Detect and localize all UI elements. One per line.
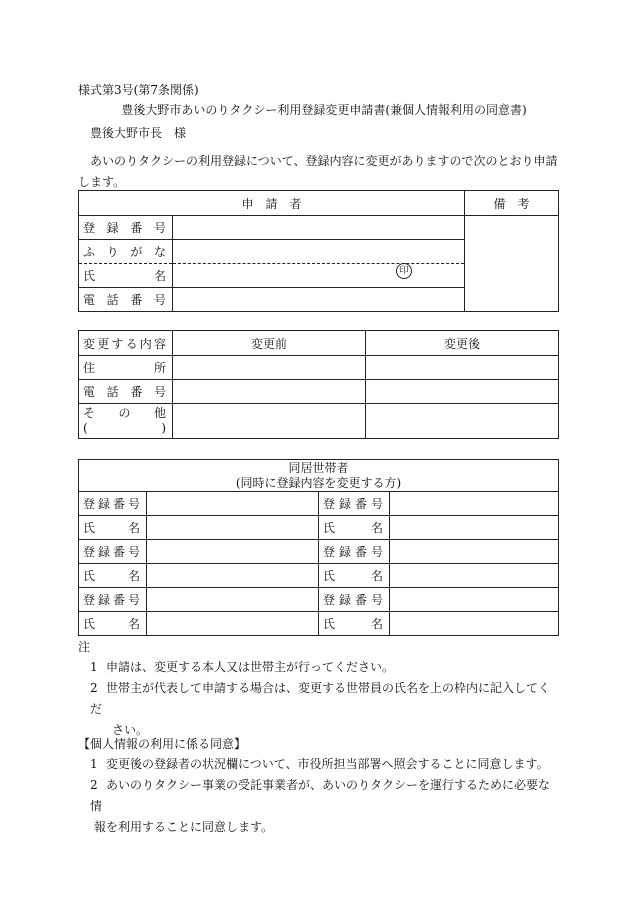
note-item-1: 1 申請は、変更する本人又は世帯主が行ってください。: [90, 660, 395, 674]
household-name-field[interactable]: [390, 564, 559, 588]
household-name-field[interactable]: [147, 516, 319, 540]
applicant-table: [78, 190, 559, 312]
household-reg-field[interactable]: [147, 588, 319, 612]
name-label: 氏 名: [79, 264, 173, 288]
household-name-field[interactable]: [390, 516, 559, 540]
household-reg-field[interactable]: [390, 492, 559, 516]
change-item-header: 変 更 す る 内 容: [79, 331, 173, 356]
household-name-label: 氏 名: [319, 564, 390, 588]
household-name-field[interactable]: [147, 564, 319, 588]
applicant-header: 申 請 者: [79, 191, 465, 216]
household-row: [79, 492, 559, 516]
address-after-field[interactable]: [366, 356, 559, 380]
consent-item-2: 2 あいのりタクシー事業の受託事業者が、あいのりタクシーを運行するために必要な情 報を利用することに同意します。: [90, 778, 551, 834]
household-name-label: 氏 名: [79, 564, 147, 588]
household-reg-field[interactable]: [390, 540, 559, 564]
household-table: [78, 459, 559, 636]
household-name-label: 氏 名: [79, 516, 147, 540]
change-phone-label: 電 話 番 号: [79, 380, 173, 404]
request-line-1: あいのりタクシーの利用登録について、登録内容に変更がありますので次のとおり申請: [90, 154, 558, 168]
consent-title: 【個人情報の利用に係る同意】: [78, 737, 247, 751]
household-reg-label: 登 録 番 号: [319, 588, 390, 612]
note-item-2: 2 世帯主が代表して申請する場合は、変更する世帯員の氏名を上の枠内に記入してくだ さい。: [90, 681, 551, 737]
household-name-field[interactable]: [390, 612, 559, 636]
household-name-field[interactable]: [147, 612, 319, 636]
household-name-label: 氏 名: [79, 612, 147, 636]
request-text: [78, 151, 560, 193]
notes-title: 注: [78, 640, 91, 654]
phone-label: 電 話 番 号: [79, 288, 173, 312]
consent-item-1: 1 変更後の登録者の状況欄について、市役所担当部署へ照会することに同意します。: [90, 757, 549, 771]
household-reg-label: 登 録 番 号: [79, 540, 147, 564]
furigana-field[interactable]: [173, 240, 465, 264]
name-field[interactable]: [173, 264, 465, 288]
furigana-label: ふ り が な: [79, 240, 173, 264]
other-before-field[interactable]: [173, 404, 366, 439]
before-header: 変更前: [173, 331, 366, 356]
document-title: 豊後大野市あいのりタクシー利用登録変更申請書(兼個人情報利用の同意書): [121, 103, 527, 117]
change-table: [78, 330, 559, 439]
household-row: [79, 540, 559, 564]
remarks-header: 備 考: [465, 191, 559, 216]
other-after-field[interactable]: [366, 404, 559, 439]
phone-before-field[interactable]: [173, 380, 366, 404]
household-name-label: 氏 名: [319, 612, 390, 636]
household-reg-label: 登 録 番 号: [319, 540, 390, 564]
household-reg-field[interactable]: [147, 540, 319, 564]
other-label: そ の 他 ( ): [79, 404, 173, 439]
request-line-2: します。: [78, 175, 126, 189]
household-caption: 同居世帯者 (同時に登録内容を変更する方): [79, 460, 559, 492]
phone-after-field[interactable]: [366, 380, 559, 404]
form-number: 様式第3号(第7条関係): [78, 83, 199, 97]
household-row: [79, 516, 559, 540]
household-reg-label: 登 録 番 号: [319, 492, 390, 516]
address-label: 住 所: [79, 356, 173, 380]
addressee: 豊後大野市長 様: [90, 126, 187, 140]
household-name-label: 氏 名: [319, 516, 390, 540]
seal-mark: 印: [396, 263, 412, 279]
household-reg-label: 登 録 番 号: [79, 588, 147, 612]
household-row: [79, 612, 559, 636]
address-before-field[interactable]: [173, 356, 366, 380]
after-header: 変更後: [366, 331, 559, 356]
household-reg-field[interactable]: [390, 588, 559, 612]
household-reg-label: 登 録 番 号: [79, 492, 147, 516]
household-row: [79, 564, 559, 588]
registration-number-field[interactable]: [173, 216, 465, 240]
household-reg-field[interactable]: [147, 492, 319, 516]
remarks-field[interactable]: [465, 216, 559, 312]
phone-field[interactable]: [173, 288, 465, 312]
registration-number-label: 登 録 番 号: [79, 216, 173, 240]
household-row: [79, 588, 559, 612]
